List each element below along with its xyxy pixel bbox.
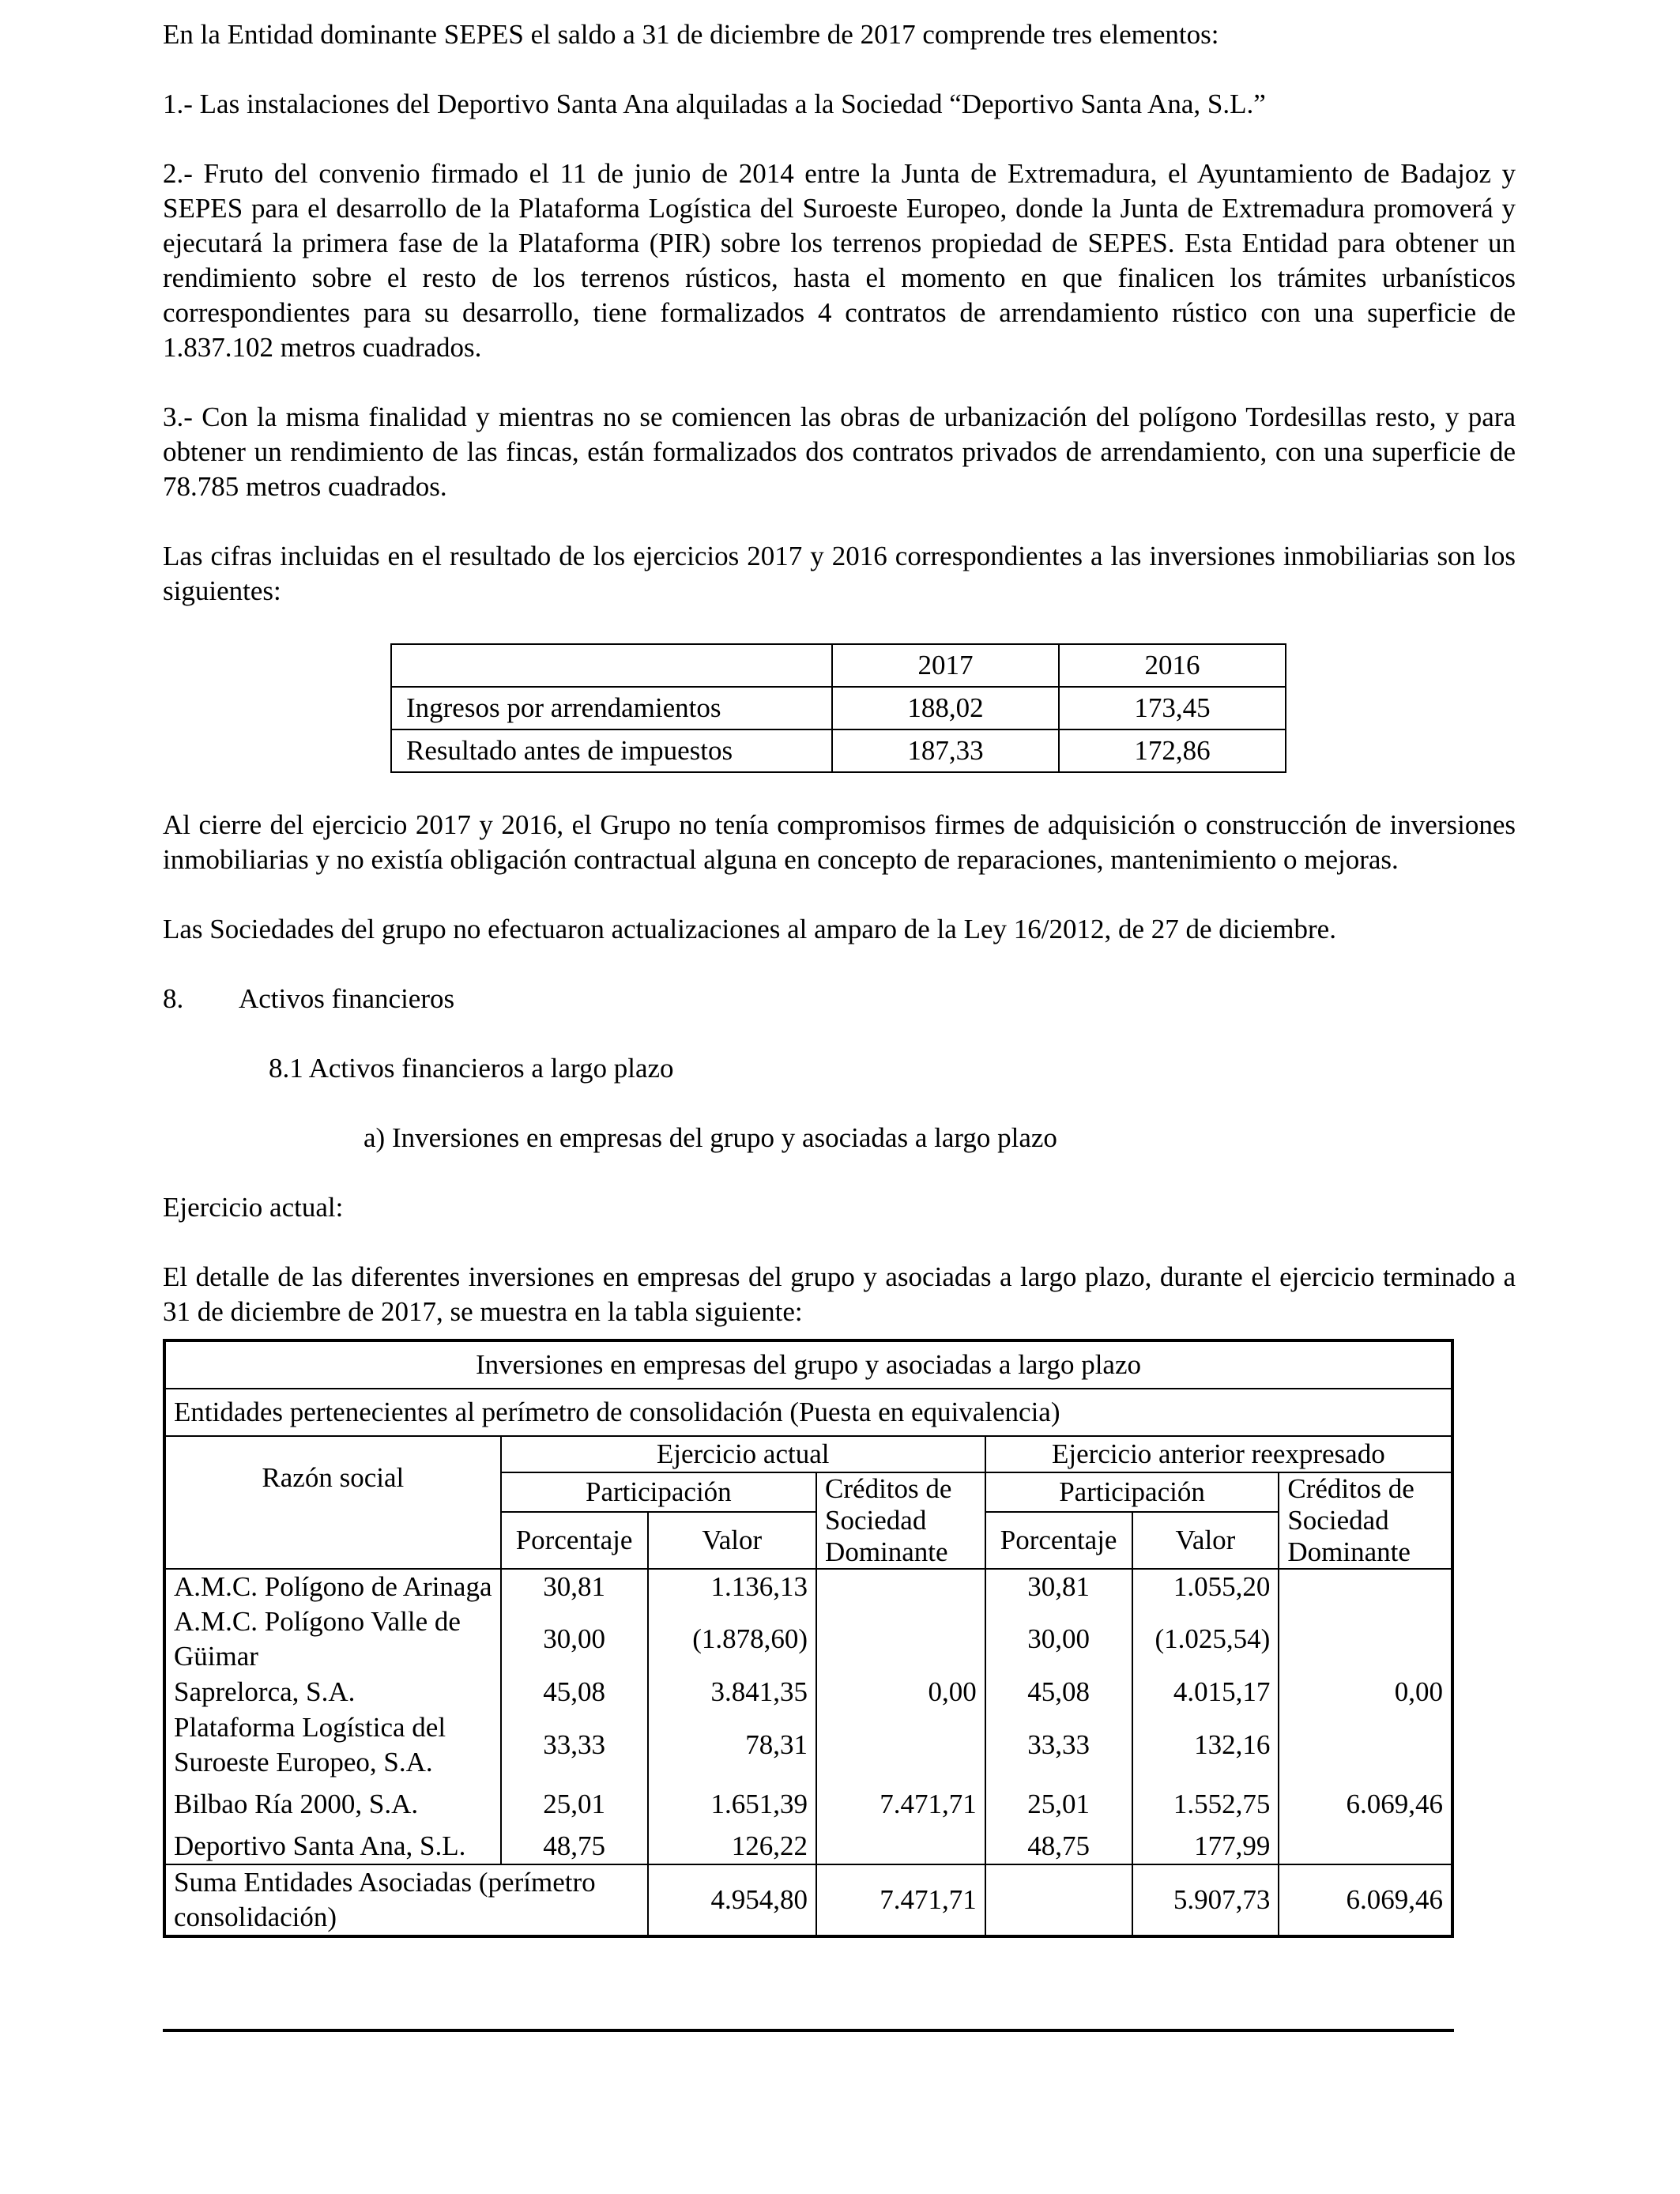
row-val-prev: (1.025,54)	[1132, 1604, 1279, 1674]
table-row	[164, 1829, 1452, 1864]
row-cred-prev: 0,00	[1279, 1674, 1452, 1710]
header-razon-social: Razón social	[164, 1436, 501, 1569]
header-ejercicio-actual: Ejercicio actual	[501, 1436, 985, 1472]
row-name: Bilbao Ría 2000, S.A.	[164, 1780, 501, 1829]
document-page	[163, 17, 1516, 1938]
table-row	[164, 1674, 1452, 1710]
investments-subtitle-row	[164, 1389, 1452, 1436]
results-value: 188,02	[832, 687, 1059, 729]
table-row	[391, 687, 1286, 729]
paragraph-intro: En la Entidad dominante SEPES el saldo a 31 de diciembre de 2017 comprende tres elementos:	[163, 19, 1219, 50]
investments-header-row-1	[164, 1436, 1452, 1472]
header-creditos: Créditos de Sociedad Dominante	[816, 1472, 985, 1569]
row-cred	[816, 1569, 985, 1604]
row-pct: 33,33	[501, 1710, 648, 1780]
total-blank	[985, 1864, 1132, 1936]
row-val-prev: 1.055,20	[1132, 1569, 1279, 1604]
subsection-heading-a: a) Inversiones en empresas del grupo y asociadas a largo plazo	[363, 1122, 1057, 1153]
row-cred-prev	[1279, 1604, 1452, 1674]
results-header-2016: 2016	[1059, 644, 1286, 687]
header-porcentaje: Porcentaje	[985, 1512, 1132, 1569]
row-pct: 30,81	[501, 1569, 648, 1604]
results-header-2017: 2017	[832, 644, 1059, 687]
row-cred-prev: 6.069,46	[1279, 1780, 1452, 1829]
row-cred: 0,00	[816, 1674, 985, 1710]
investments-title: Inversiones en empresas del grupo y asociadas a largo plazo	[164, 1340, 1452, 1389]
investments-title-row	[164, 1340, 1452, 1389]
row-cred	[816, 1604, 985, 1674]
investments-subtitle: Entidades pertenecientes al perímetro de consolidación (Puesta en equivalencia)	[164, 1389, 1452, 1436]
total-val-prev: 5.907,73	[1132, 1864, 1279, 1936]
investments-table	[163, 1339, 1454, 1938]
row-pct: 30,00	[501, 1604, 648, 1674]
paragraph-item-3: 3.- Con la misma finalidad y mientras no se comiencen las obras de urbanización del polígono Tordesillas resto, y para obtener un rendimiento de las fincas, están formalizados dos contratos privados de arrendamiento, con una superficie de 78.785 metros cuadrados.	[163, 401, 1516, 502]
table-row	[164, 1780, 1452, 1829]
paragraph-item-1: 1.- Las instalaciones del Deportivo Santa Ana alquiladas a la Sociedad “Deportivo Santa Ana, S.L.”	[163, 89, 1266, 119]
row-cred	[816, 1710, 985, 1780]
results-label: Ingresos por arrendamientos	[391, 687, 832, 729]
row-name: Saprelorca, S.A.	[164, 1674, 501, 1710]
row-cred	[816, 1829, 985, 1864]
row-pct-prev: 45,08	[985, 1674, 1132, 1710]
row-pct-prev: 30,81	[985, 1569, 1132, 1604]
results-value: 173,45	[1059, 687, 1286, 729]
row-pct-prev: 30,00	[985, 1604, 1132, 1674]
total-label: Suma Entidades Asociadas (perímetro consolidación)	[164, 1864, 648, 1936]
row-val-prev: 4.015,17	[1132, 1674, 1279, 1710]
row-pct: 25,01	[501, 1780, 648, 1829]
header-valor: Valor	[1132, 1512, 1279, 1569]
table-row	[164, 1569, 1452, 1604]
row-name: Deportivo Santa Ana, S.L.	[164, 1829, 501, 1864]
section-number: 8.	[163, 983, 184, 1014]
results-value: 172,86	[1059, 729, 1286, 772]
header-participacion: Participación	[501, 1472, 816, 1512]
row-val: 1.136,13	[648, 1569, 817, 1604]
table-row	[391, 729, 1286, 772]
row-val: 126,22	[648, 1829, 817, 1864]
header-participacion: Participación	[985, 1472, 1279, 1512]
row-val: 78,31	[648, 1710, 817, 1780]
row-pct: 48,75	[501, 1829, 648, 1864]
row-val-prev: 177,99	[1132, 1829, 1279, 1864]
table-row	[164, 1604, 1452, 1674]
row-name: A.M.C. Polígono de Arinaga	[164, 1569, 501, 1604]
paragraph-item-2: 2.- Fruto del convenio firmado el 11 de junio de 2014 entre la Junta de Extremadura, el Ayuntamiento de Badajoz y SEPES para el desarrollo de la Plataforma Logística del Suroeste Europeo, donde la Junta de Extremadura promoverá y ejecutará la primera fase de la Plataforma (PIR) sobre los terrenos propiedad de SEPES. Esta Entidad para obtener un rendimiento sobre el resto de los terrenos rústicos, hasta el momento en que finalicen los trámites urbanísticos correspondientes para su desarrollo, tiene formalizados 4 contratos de arrendamiento rústico con una superficie de 1.837.102 metros cuadrados.	[163, 158, 1516, 363]
paragraph-figures: Las cifras incluidas en el resultado de los ejercicios 2017 y 2016 correspondientes a las inversiones inmobiliarias son los siguientes:	[163, 541, 1516, 606]
row-pct-prev: 25,01	[985, 1780, 1132, 1829]
header-porcentaje: Porcentaje	[501, 1512, 648, 1569]
section-title: Activos financieros	[239, 983, 455, 1014]
results-value: 187,33	[832, 729, 1059, 772]
section-heading-8	[163, 982, 1516, 1016]
total-cred-prev: 6.069,46	[1279, 1864, 1452, 1936]
header-valor: Valor	[648, 1512, 817, 1569]
paragraph-detail: El detalle de las diferentes inversiones en empresas del grupo y asociadas a largo plazo, durante el ejercicio terminado a 31 de diciembre de 2017, se muestra en la tabla siguiente:	[163, 1261, 1516, 1327]
paragraph-law: Las Sociedades del grupo no efectuaron actualizaciones al amparo de la Ley 16/2012, de 27 de diciembre.	[163, 914, 1336, 944]
row-pct-prev: 48,75	[985, 1829, 1132, 1864]
results-label: Resultado antes de impuestos	[391, 729, 832, 772]
paragraph-commitments: Al cierre del ejercicio 2017 y 2016, el Grupo no tenía compromisos firmes de adquisición o construcción de inversiones inmobiliarias y no existía obligación contractual alguna en concepto de reparaciones, mantenimiento o mejoras.	[163, 809, 1516, 875]
results-header-row	[391, 644, 1286, 687]
row-cred-prev	[1279, 1829, 1452, 1864]
results-header-blank	[391, 644, 832, 687]
row-cred-prev	[1279, 1569, 1452, 1604]
row-val-prev: 132,16	[1132, 1710, 1279, 1780]
row-cred: 7.471,71	[816, 1780, 985, 1829]
header-creditos: Créditos de Sociedad Dominante	[1279, 1472, 1452, 1569]
row-val: 1.651,39	[648, 1780, 817, 1829]
total-val: 4.954,80	[648, 1864, 817, 1936]
row-cred-prev	[1279, 1710, 1452, 1780]
bottom-rule	[163, 2029, 1454, 2032]
header-ejercicio-anterior: Ejercicio anterior reexpresado	[985, 1436, 1452, 1472]
row-val: (1.878,60)	[648, 1604, 817, 1674]
row-val-prev: 1.552,75	[1132, 1780, 1279, 1829]
row-pct-prev: 33,33	[985, 1710, 1132, 1780]
row-val: 3.841,35	[648, 1674, 817, 1710]
row-pct: 45,08	[501, 1674, 648, 1710]
total-row	[164, 1864, 1452, 1936]
table-row	[164, 1710, 1452, 1780]
total-cred: 7.471,71	[816, 1864, 985, 1936]
paragraph-ejercicio-actual: Ejercicio actual:	[163, 1192, 344, 1223]
results-table	[390, 643, 1286, 773]
row-name: Plataforma Logística del Suroeste Europeo, S.A.	[164, 1710, 501, 1780]
row-name: A.M.C. Polígono Valle de Güimar	[164, 1604, 501, 1674]
subsection-heading-8-1: 8.1 Activos financieros a largo plazo	[269, 1053, 674, 1084]
